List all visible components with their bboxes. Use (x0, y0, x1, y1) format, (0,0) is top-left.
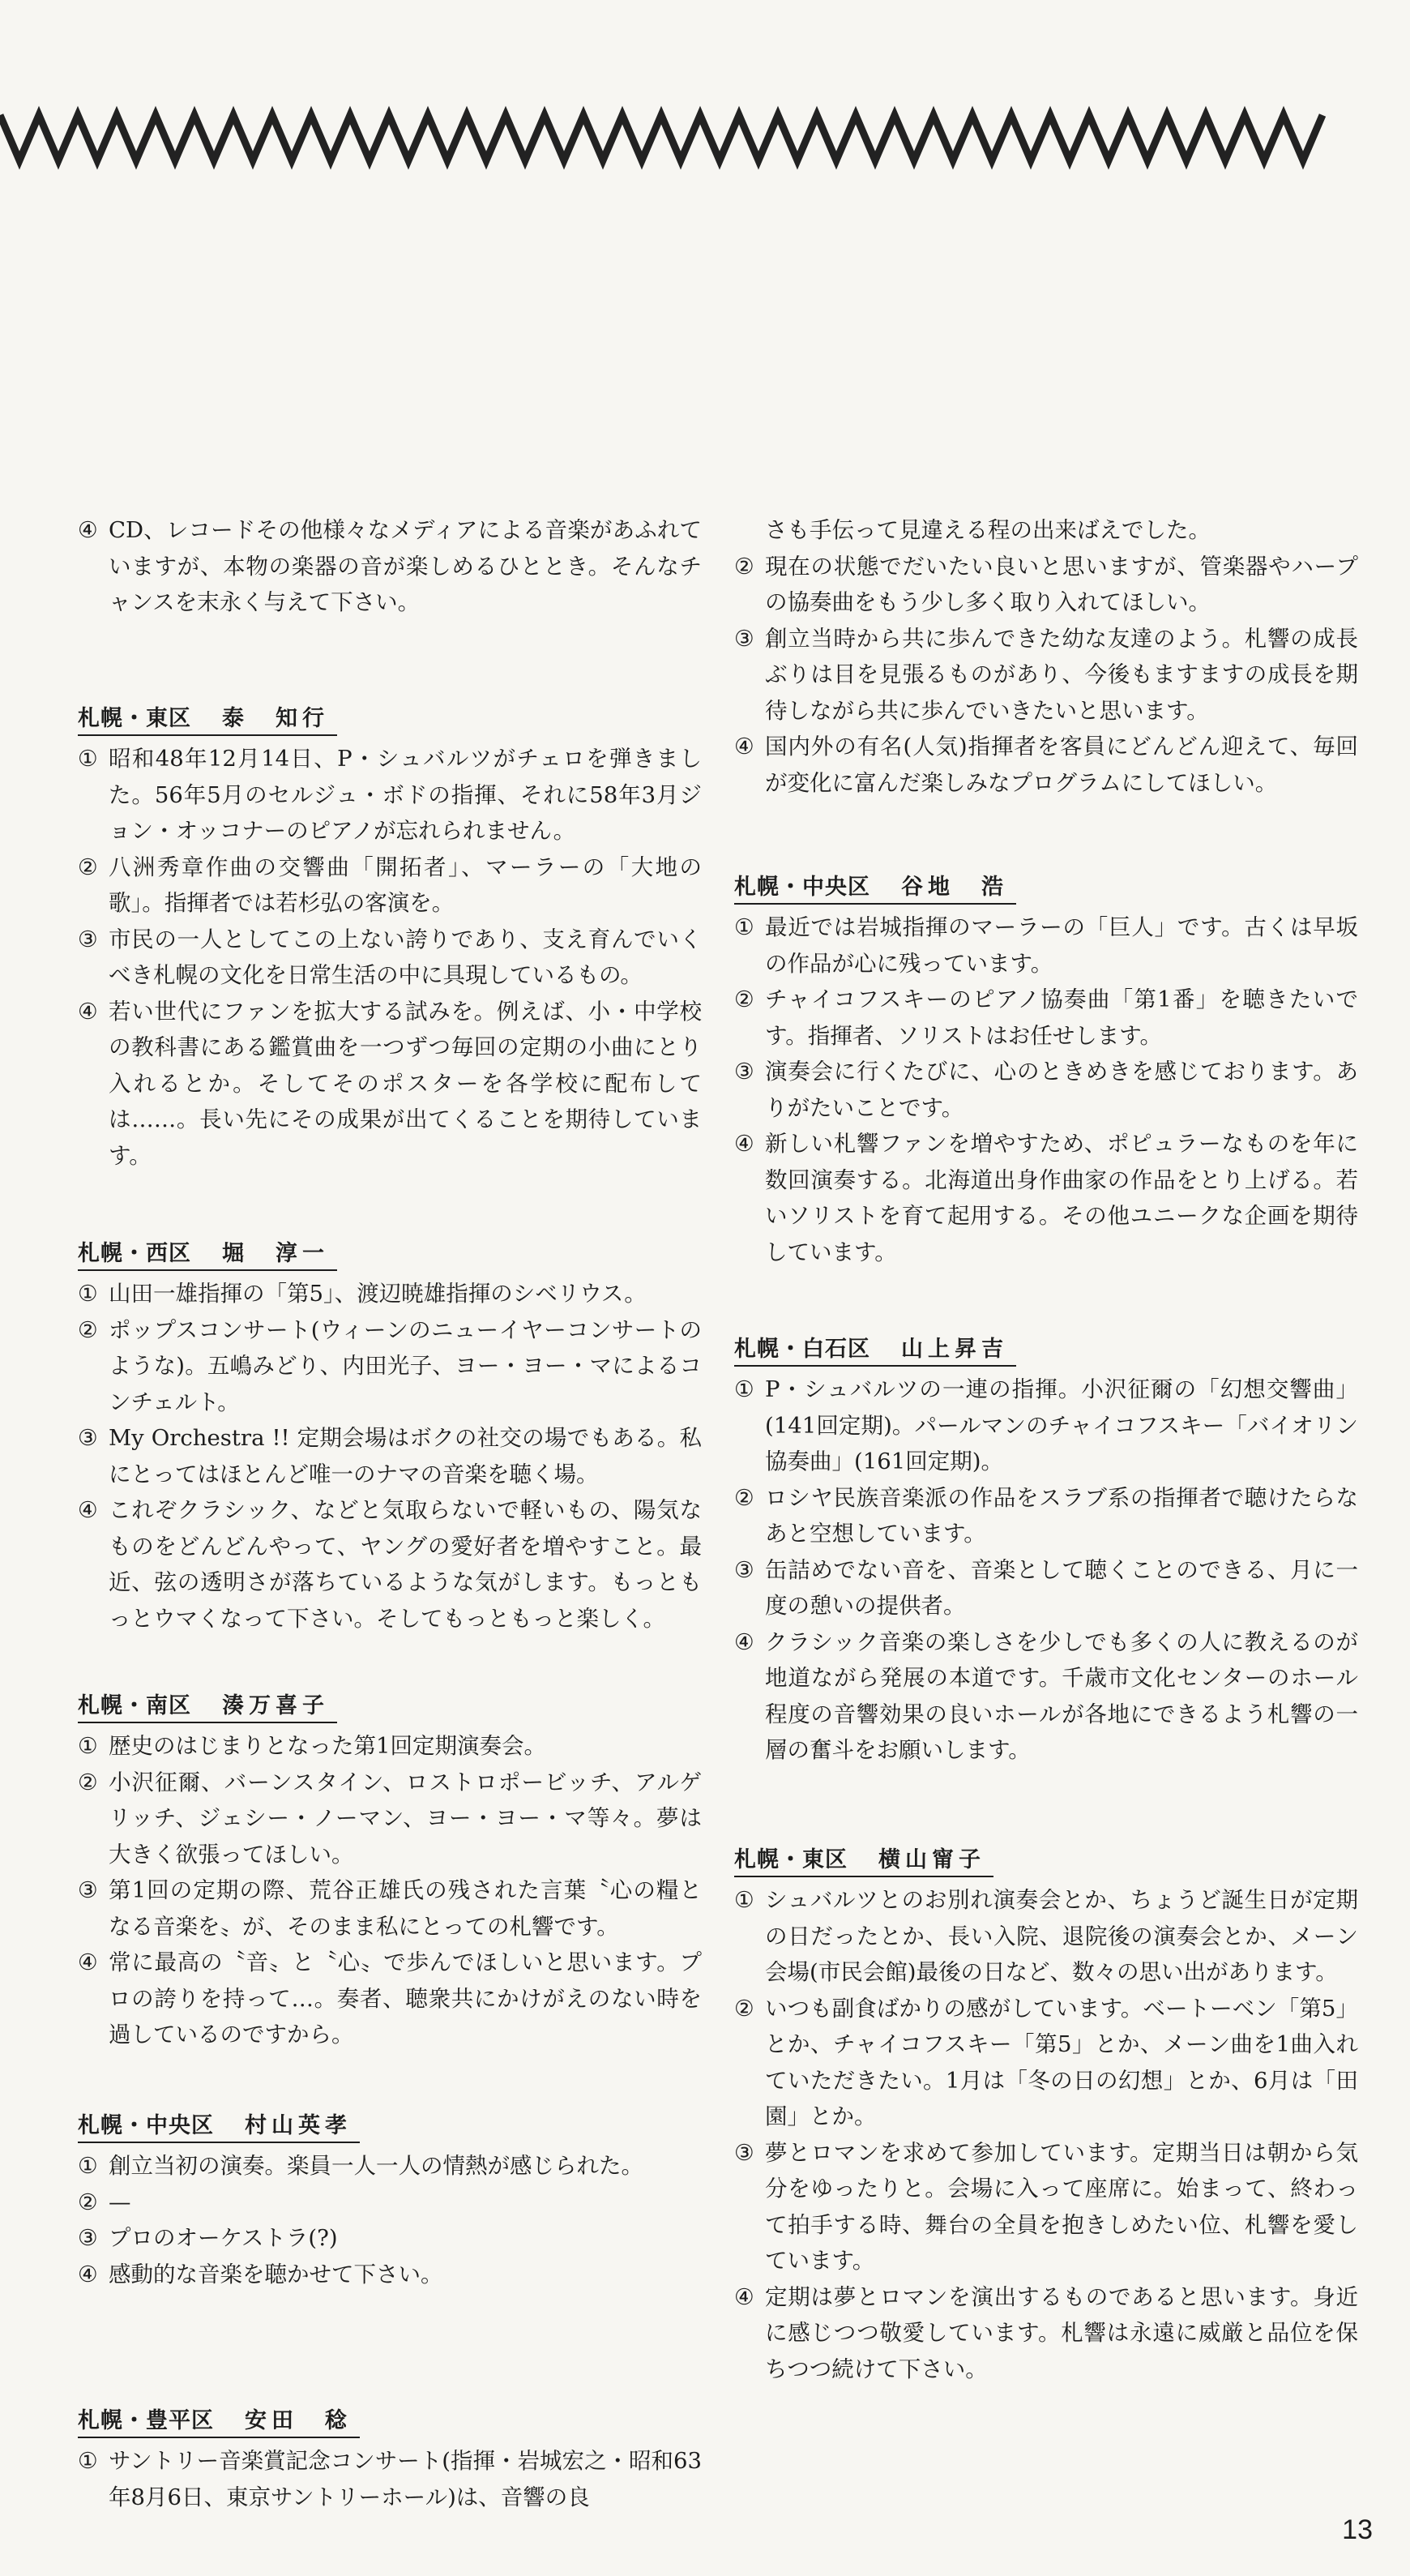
survey-entry (734, 512, 1358, 801)
answer-number: ② (78, 2189, 98, 2215)
answer-number: ③ (734, 1556, 754, 1583)
respondent-name: 村山英孝 (245, 2113, 352, 2138)
answer-item (734, 549, 1358, 621)
answer-number: ① (734, 1376, 754, 1402)
answer-item (78, 741, 702, 849)
answer-item (78, 1872, 702, 1945)
answer-text: 八洲秀章作曲の交響曲「開拓者」、マーラーの「大地の歌」。指揮者では若杉弘の客演を。 (109, 854, 702, 916)
answer-text: チャイコフスキーのピアノ協奏曲「第1番」を聴きたいです。指揮者、ソリストはお任せします。 (765, 986, 1358, 1049)
survey-entry (78, 1688, 702, 2053)
answer-number: ② (78, 1316, 98, 1343)
answer-text: クラシック音楽の楽しさを少しでも多くの人に教えるのが地道ながら発展の本道です。千歳市文化センターのホール程度の音響効果の良いホールが各地にできるよう札響の一層の奮斗をお願いします。 (765, 1628, 1358, 1763)
answer-number: ② (734, 1995, 754, 2022)
answer-text: My Orchestra !! 定期会場はボクの社交の場でもある。私にとってはほとんど唯一のナマの音楽を聴く場。 (109, 1425, 702, 1487)
answer-number: ④ (734, 2283, 754, 2310)
respondent-header (78, 1688, 337, 1723)
answer-item (734, 621, 1358, 730)
answer-number: ④ (78, 2261, 98, 2287)
answer-item (734, 729, 1358, 801)
respondent-header (734, 1842, 993, 1877)
respondent-header (78, 2107, 360, 2143)
respondent-location: 札幌・南区 (78, 1693, 191, 1718)
respondent-header (78, 2403, 360, 2438)
answer-number: ③ (734, 625, 754, 652)
answer-item (78, 1728, 702, 1765)
answer-text: 昭和48年12月14日、P・シュバルツがチェロを弾きました。56年5月のセルジュ・ボドの指揮、それに58年3月ジョン・オッコナーのピアノが忘れられません。 (109, 746, 702, 844)
answer-text: 新しい札響ファンを増やすため、ポピュラーなものを年に数回演奏する。北海道出身作曲家の作品をとり上げる。若いソリストを育て起用する。その他ユニークな企画を期待しています。 (765, 1131, 1358, 1265)
answer-text: ポップスコンサート(ウィーンのニューイヤーコンサートのような)。五嶋みどり、内田光子、ヨー・ヨー・マによるコンチェルト。 (109, 1316, 702, 1415)
answer-item (78, 1945, 702, 2053)
answer-item (734, 512, 1358, 549)
answer-text: サントリー音楽賞記念コンサート(指揮・岩城宏之・昭和63年8月6日、東京サントリーホール)は、音響の良 (109, 2448, 702, 2510)
answer-item (78, 2184, 702, 2221)
respondent-header (734, 1331, 1016, 1367)
answer-text: — (109, 2189, 131, 2215)
answer-number: ① (78, 1281, 98, 1307)
survey-entry (78, 700, 702, 1174)
answer-number: ④ (78, 998, 98, 1025)
respondent-name: 谷地 浩 (901, 875, 1008, 900)
respondent-name: 堀 淳一 (222, 1241, 329, 1266)
answer-text: 市民の一人としてこの上ない誇りであり、支え育んでいくべき札幌の文化を日常生活の中に具現しているもの。 (109, 926, 702, 988)
answer-number: ③ (78, 2225, 98, 2251)
answer-number: ③ (78, 1425, 98, 1451)
survey-entry (78, 512, 702, 621)
answer-item (78, 512, 702, 621)
answer-number: ③ (734, 1059, 754, 1085)
answer-item (734, 1480, 1358, 1552)
answer-text: 定期は夢とロマンを演出するものであると思います。身近に感じつつ敬愛しています。札響は永遠に威厳と品位を保ちつつ続けて下さい。 (765, 2283, 1358, 2382)
answer-text: 歴史のはじまりとなった第1回定期演奏会。 (109, 1733, 546, 1759)
survey-entry (78, 1235, 702, 1637)
respondent-name: 湊万喜子 (222, 1693, 329, 1718)
answer-text: 創立当時から共に歩んできた幼な友達のよう。札響の成長ぶりは目を見張るものがあり、今後もますますの成長を期待しながら共に歩んでいきたいと思います。 (765, 625, 1358, 724)
answer-text: 創立当初の演奏。楽員一人一人の情熱が感じられた。 (109, 2153, 643, 2179)
respondent-name: 安田 稔 (245, 2408, 352, 2433)
answer-item (78, 922, 702, 994)
answer-text: 夢とロマンを求めて参加しています。定期当日は朝から気分をゆったりと。会場に入って座席に。始まって、終わって拍手する時、舞台の全員を抱きしめたい位、札響を愛しています。 (765, 2139, 1358, 2274)
respondent-location: 札幌・中央区 (734, 875, 870, 900)
page-number: 13 (1342, 2514, 1373, 2545)
answer-text: 常に最高の〝音〟と〝心〟で歩んでほしいと思います。プロの誇りを持って…。奏者、聴衆共にかけがえのない時を過しているのですから。 (109, 1949, 702, 2048)
answer-item (78, 849, 702, 922)
answer-text: 演奏会に行くたびに、心のときめきを感じております。ありがたいことです。 (765, 1059, 1358, 1121)
answer-text: 現在の状態でだいたい良いと思いますが、管楽器やハープの協奏曲をもう少し多く取り入れてほしい。 (765, 553, 1358, 615)
answer-item (734, 1624, 1358, 1769)
respondent-name: 横山甯子 (878, 1847, 985, 1872)
answer-text: 小沢征爾、バーンスタイン、ロストロポービッチ、アルゲリッチ、ジェシー・ノーマン、ヨー・ヨー・マ等々。夢は大きく欲張ってほしい。 (109, 1769, 702, 1868)
answer-item (734, 1126, 1358, 1270)
answer-item (78, 1420, 702, 1492)
zigzag-border (0, 105, 1410, 178)
answer-number: ① (78, 1733, 98, 1759)
respondent-location: 札幌・東区 (78, 706, 191, 731)
respondent-header (78, 700, 337, 736)
answer-item (734, 1054, 1358, 1126)
answer-text: シュバルツとのお別れ演奏会とか、ちょうど誕生日が定期の日だったとか、長い入院、退院後の演奏会とか、メーン会場(市民会館)最後の日など、数々の思い出があります。 (765, 1887, 1358, 1985)
answer-item (734, 982, 1358, 1054)
answer-text: CD、レコードその他様々なメディアによる音楽があふれていますが、本物の楽器の音が楽しめるひととき。そんなチャンスを末永く与えて下さい。 (109, 517, 702, 615)
answer-item (78, 994, 702, 1175)
answer-number (734, 512, 765, 549)
respondent-location: 札幌・西区 (78, 1241, 191, 1266)
answer-number: ③ (78, 1877, 98, 1903)
answer-number: ④ (734, 734, 754, 760)
answer-number: ④ (78, 1949, 98, 1975)
respondent-location: 札幌・豊平区 (78, 2408, 214, 2433)
answer-item (78, 1312, 702, 1421)
answer-number: ③ (78, 926, 98, 952)
answer-number: ④ (734, 1628, 754, 1655)
answer-item (734, 1371, 1358, 1480)
answer-number: ② (78, 1769, 98, 1795)
survey-entry (734, 1331, 1358, 1769)
answer-text: プロのオーケストラ(?) (109, 2225, 338, 2251)
answer-number: ① (78, 2448, 98, 2474)
answer-text: 感動的な音楽を聴かせて下さい。 (109, 2261, 443, 2287)
answer-number: ② (734, 1484, 754, 1511)
answer-text: 第1回の定期の際、荒谷正雄氏の残された言葉〝心の糧となる音楽を〟が、そのまま私にとっての札響です。 (109, 1877, 702, 1940)
answer-number: ④ (78, 517, 98, 543)
answer-number: ④ (734, 1131, 754, 1157)
answer-item (78, 1492, 702, 1637)
answer-item (734, 1882, 1358, 1991)
answer-item (78, 1765, 702, 1873)
respondent-name: 泰 知行 (222, 706, 329, 731)
answer-number: ② (78, 854, 98, 880)
answer-item (734, 2279, 1358, 2388)
answer-text: ロシヤ民族音楽派の作品をスラブ系の指揮者で聴けたらなあと空想しています。 (765, 1484, 1358, 1547)
answer-text: さも手伝って見違える程の出来ばえでした。 (765, 517, 1211, 543)
answer-number: ② (734, 986, 754, 1012)
respondent-name: 山上昇吉 (901, 1337, 1008, 1362)
answer-number: ③ (734, 2139, 754, 2166)
answer-number: ① (78, 2153, 98, 2179)
answer-number: ① (78, 746, 98, 772)
respondent-location: 札幌・東区 (734, 1847, 848, 1872)
survey-entry (78, 2107, 702, 2292)
answer-text: 缶詰めでない音を、音楽として聴くことのできる、月に一度の憩いの提供者。 (765, 1556, 1358, 1619)
answer-text: 山田一雄指揮の「第5」、渡辺暁雄指揮のシベリウス。 (109, 1281, 647, 1307)
answer-text: P・シュバルツの一連の指揮。小沢征爾の「幻想交響曲」(141回定期)。パールマンのチャイコフスキー「バイオリン協奏曲」(161回定期)。 (765, 1376, 1358, 1474)
answer-item (734, 1552, 1358, 1624)
survey-entry (734, 1842, 1358, 2387)
answer-number: ① (734, 914, 754, 940)
answer-number: ② (734, 553, 754, 580)
answer-number: ① (734, 1887, 754, 1913)
respondent-header (734, 869, 1016, 905)
answer-item (78, 2257, 702, 2293)
answer-item (78, 2148, 702, 2184)
answer-item (78, 2443, 702, 2515)
respondent-location: 札幌・白石区 (734, 1337, 870, 1362)
survey-entry (78, 2403, 702, 2515)
answer-item (78, 1276, 702, 1312)
answer-text: 国内外の有名(人気)指揮者を客員にどんどん迎えて、毎回が変化に富んだ楽しみなプログラムにしてほしい。 (765, 734, 1358, 796)
survey-entry (734, 869, 1358, 1270)
answer-text: これぞクラシック、などと気取らないで軽いもの、陽気なものをどんどんやって、ヤングの愛好者を増やすこと。最近、弦の透明さが落ちているような気がします。もっともっとウマくなって下さい。そしてもっともっと楽しく。 (109, 1497, 702, 1632)
answer-text: 最近では岩城指揮のマーラーの「巨人」です。古くは早坂の作品が心に残っています。 (765, 914, 1358, 977)
answer-item (734, 2135, 1358, 2279)
answer-number: ④ (78, 1497, 98, 1523)
respondent-header (78, 1235, 337, 1271)
answer-text: いつも副食ばかりの感がしています。ベートーベン「第5」とか、チャイコフスキー「第5」とか、メーン曲を1曲入れていただきたい。1月は「冬の日の幻想」とか、6月は「田園」とか。 (765, 1995, 1358, 2129)
answer-item (78, 2220, 702, 2257)
respondent-location: 札幌・中央区 (78, 2113, 214, 2138)
answer-item (734, 1991, 1358, 2135)
answer-item (734, 909, 1358, 982)
answer-text: 若い世代にファンを拡大する試みを。例えば、小・中学校の教科書にある鑑賞曲を一つずつ毎回の定期の小曲にとり入れるとか。そしてそのポスターを各学校に配布しては……。長い先にその成果が出てくることを期待しています。 (109, 998, 702, 1169)
